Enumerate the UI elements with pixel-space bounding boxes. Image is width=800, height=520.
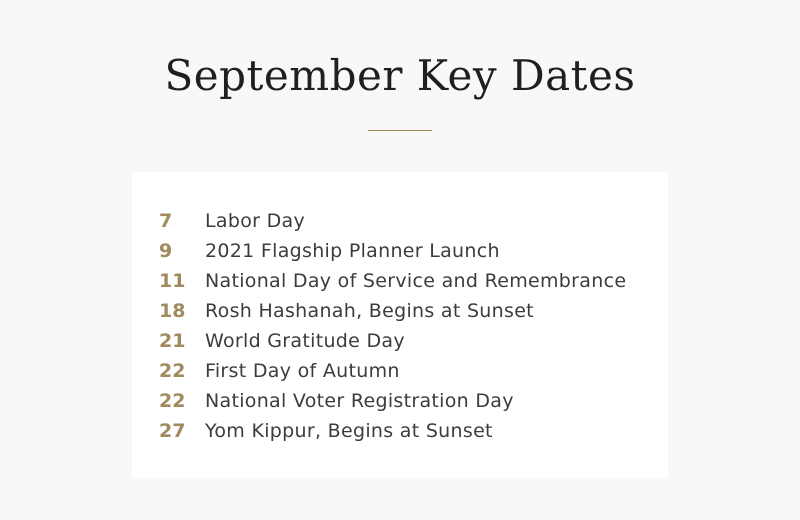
date-row bbox=[159, 416, 658, 446]
date-row bbox=[159, 356, 658, 386]
key-dates-card bbox=[132, 172, 668, 478]
date-row bbox=[159, 266, 658, 296]
date-row bbox=[159, 236, 658, 266]
date-event: World Gratitude Day bbox=[205, 330, 405, 352]
page-title: September Key Dates bbox=[164, 51, 636, 100]
date-day: 22 bbox=[159, 360, 186, 382]
date-day: 18 bbox=[159, 300, 186, 322]
date-event: Rosh Hashanah, Begins at Sunset bbox=[205, 300, 534, 322]
date-event: Yom Kippur, Begins at Sunset bbox=[205, 420, 493, 442]
date-event: 2021 Flagship Planner Launch bbox=[205, 240, 500, 262]
date-row bbox=[159, 386, 658, 416]
date-row bbox=[159, 296, 658, 326]
date-event: National Day of Service and Remembrance bbox=[205, 270, 627, 292]
date-day: 27 bbox=[159, 420, 186, 442]
date-day: 21 bbox=[159, 330, 186, 352]
date-event: National Voter Registration Day bbox=[205, 390, 514, 412]
date-row bbox=[159, 206, 658, 236]
title-divider bbox=[368, 130, 432, 131]
date-day: 22 bbox=[159, 390, 186, 412]
date-day: 11 bbox=[159, 270, 186, 292]
key-dates-list bbox=[159, 206, 658, 446]
date-day: 9 bbox=[159, 240, 173, 262]
date-day: 7 bbox=[159, 210, 173, 232]
date-event: First Day of Autumn bbox=[205, 360, 400, 382]
date-row bbox=[159, 326, 658, 356]
date-event: Labor Day bbox=[205, 210, 305, 232]
